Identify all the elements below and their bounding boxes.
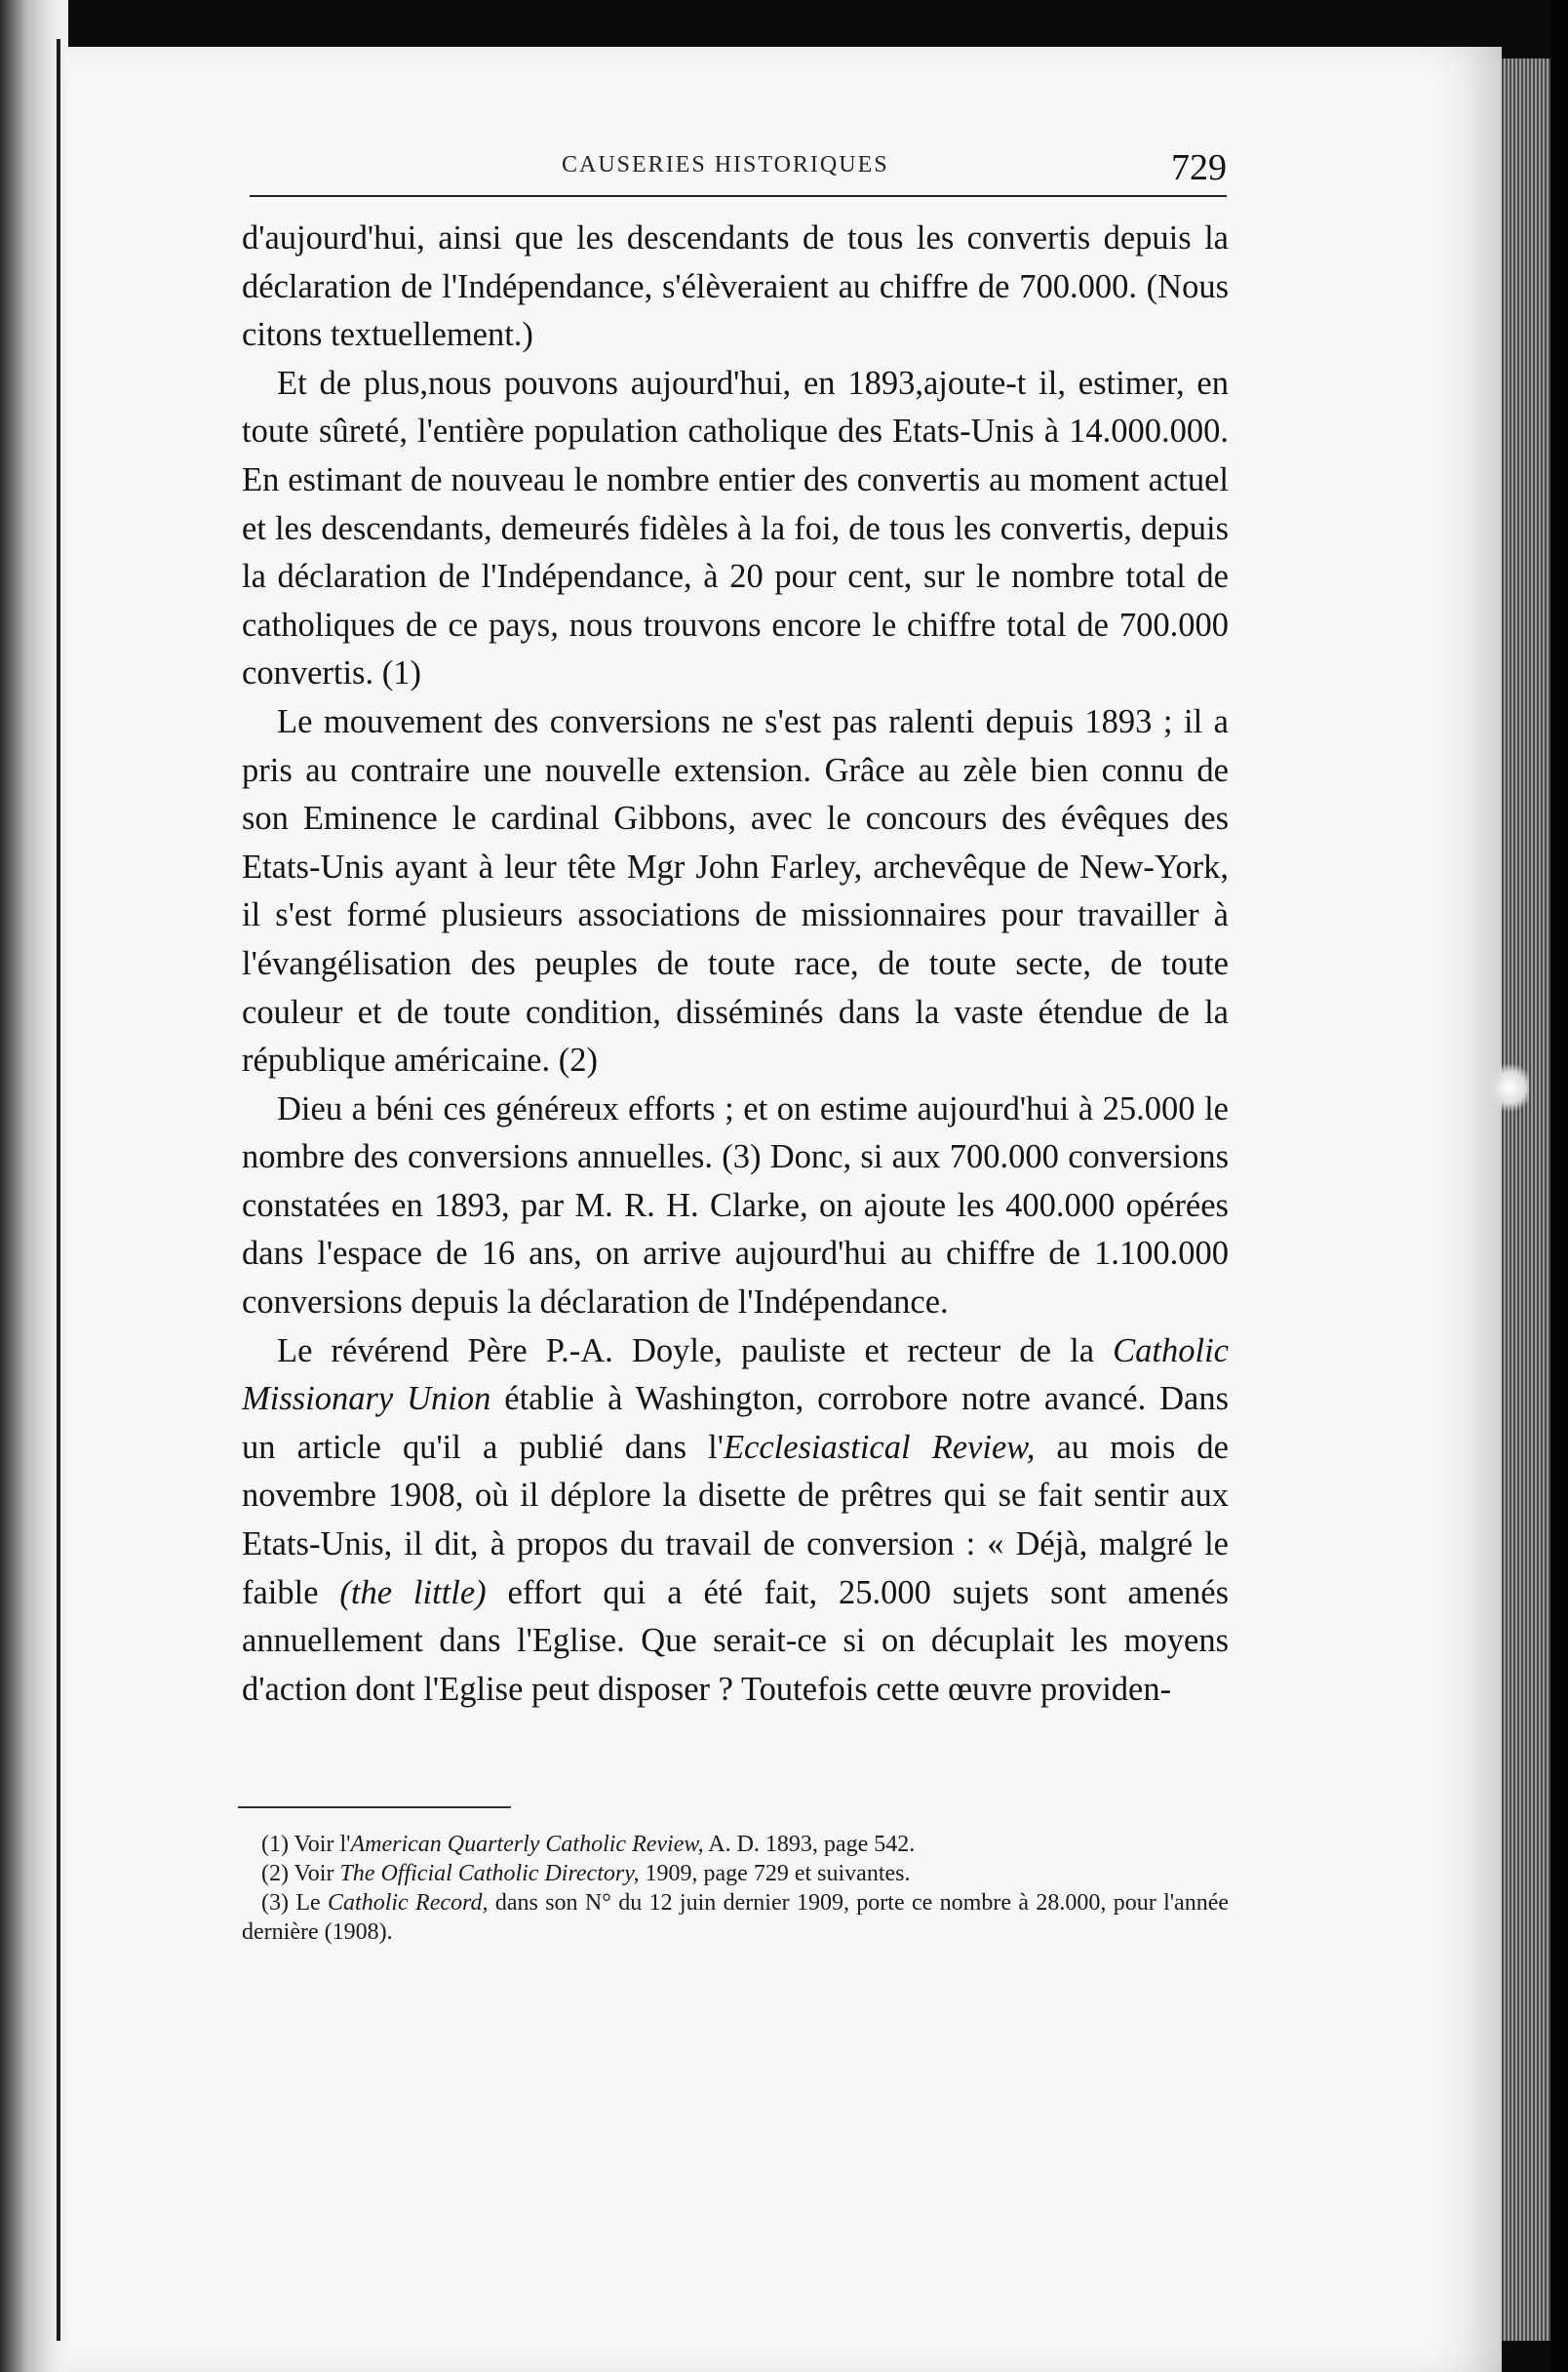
footnote-2-text-b: 1909, page 729 et suivantes.: [639, 1861, 911, 1886]
footnote-3: [242, 1888, 1229, 1947]
page-stack-edge: [1502, 59, 1550, 2341]
paragraph-1: d'aujourd'hui, ainsi que les descendants de tous les convertis depuis la déclaration de l'Indépendance, s'élèveraient au chiffre de 700.000. (Nous citons textuellement.): [242, 219, 1229, 354]
footnote-1-italic: American Quarterly Catholic Review,: [350, 1832, 704, 1857]
footnote-2: [242, 1859, 1229, 1888]
paragraph-3: Le mouvement des conversions ne s'est pas ralenti depuis 1893 ; il a pris au contraire une nouvelle extension. Grâce au zèle bien connu de son Eminence le cardinal Gibbons, avec le concours des évêques des Etats-Unis ayant à leur tête Mgr John Farley, archevêque de New-York, il s'est formé plusieurs associations de missionnaires pour travailler à l'évangélisation des peuples de toute race, de toute secte, de toute couleur et de toute condition, disséminés dans la vaste étendue de la république américaine. (2): [242, 702, 1229, 1080]
footnote-rule: [238, 1806, 511, 1808]
paragraph-5-italic-3: (the little): [339, 1573, 487, 1611]
paragraph-2: Et de plus,nous pouvons aujourd'hui, en 1893,ajoute-t il, estimer, en toute sûreté, l'entière population catholique des Etats-Unis à 14.000.000. En estimant de nouveau le nombre entier des convertis au moment actuel et les descendants, demeurés fidèles à la foi, de tous les convertis, depuis la déclaration de l'Indépendance, à 20 pour cent, sur le nombre total de catholiques de ce pays, nous trouvons encore le chiffre total de 700.000 convertis. (1): [242, 364, 1229, 692]
paragraph-5-text-b: établie à Washington, corrobore notre avancé. Dans un article qu'il a publié dans l': [242, 1380, 1230, 1466]
header-rule: [250, 195, 1227, 197]
paper-blot: [1490, 1058, 1529, 1117]
paragraph-5: [242, 1327, 1229, 1715]
footnote-1: [242, 1830, 1229, 1859]
body-text: [242, 215, 1229, 1714]
page-header: [250, 146, 1227, 205]
footnote-2-text-a: (2) Voir: [261, 1861, 340, 1886]
page-number: 729: [1171, 147, 1227, 188]
paragraph-5-text-a: Le révérend Père P.-A. Doyle, pauliste et recteur de la: [277, 1331, 1114, 1369]
footnote-1-text-b: A. D. 1893, page 542.: [703, 1832, 916, 1857]
footnote-2-italic: The Official Catholic Directory,: [339, 1861, 640, 1886]
footnote-3-text-b: dans son N° du 12 juin dernier 1909, porte ce nombre à 28.000, pour l'année dernière (1908).: [242, 1890, 1230, 1945]
paragraph-5-italic-1: Catholic Missionary Union: [242, 1331, 1229, 1418]
scan-border: [1550, 0, 1568, 2372]
footnotes: [242, 1830, 1229, 1947]
footnote-1-text-a: (1) Voir l': [261, 1832, 351, 1857]
footnote-3-text-a: (3) Le: [261, 1890, 329, 1916]
running-title: CAUSERIES HISTORIQUES: [562, 152, 889, 178]
paragraph-5-italic-2: Ecclesiastical Review,: [723, 1428, 1036, 1466]
binding-line: [57, 39, 60, 2341]
paragraph-4: Dieu a béni ces généreux efforts ; et on estime aujourd'hui à 25.000 le nombre des conversions annuelles. (3) Donc, si aux 700.000 conversions constatées en 1893, par M. R. H. Clarke, on ajoute les 400.000 opérées dans l'espace de 16 ans, on arrive aujourd'hui au chiffre de 1.100.000 conversions depuis la déclaration de l'Indépendance.: [242, 1089, 1229, 1322]
paragraph-5-text-d: effort qui a été fait, 25.000 sujets sont amenés annuellement dans l'Eglise. Que serait-ce si on décuplait les moyens d'action dont l'Eglise peut disposer ? Toutefois cette œuvre providen-: [242, 1573, 1229, 1708]
footnote-3-italic: Catholic Record,: [328, 1890, 489, 1916]
paragraph-5-text-c: au mois de novembre 1908, où il déplore la disette de prêtres qui se fait sentir aux Etats-Unis, il dit, à propos du travail de conversion : « Déjà, malgré le faible: [242, 1428, 1229, 1611]
